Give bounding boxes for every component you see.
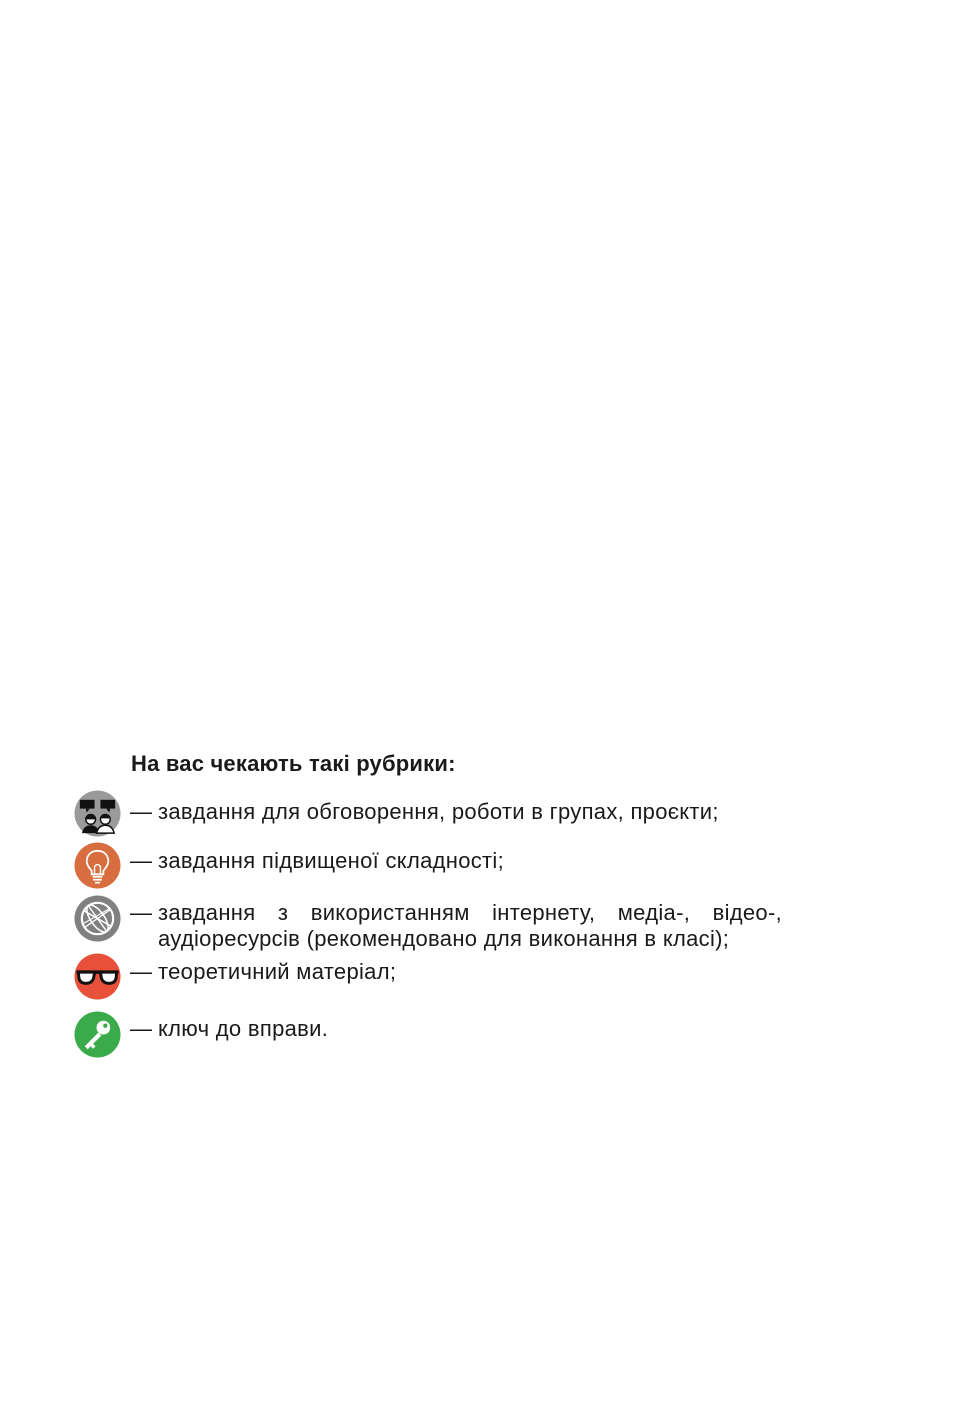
dash: — [130,1016,153,1041]
glasses-icon [74,953,121,1000]
lightbulb-icon [74,842,121,889]
rubric-label: ключ до вправи. [158,1016,329,1041]
globe-icon [74,895,121,942]
dash: — [130,900,153,925]
rubric-label: завдання для обговорення, роботи в групах, проєкти; [158,799,719,824]
rubric-label: завдання підвищеної складності; [158,848,505,873]
dash: — [130,959,153,984]
section-title: На вас чекають такі рубрики: [131,751,456,776]
key-icon [74,1011,121,1058]
group-discussion-icon [74,790,121,837]
rubric-label: завдання з використанням інтернету, медіа-, відео-, аудіоресурсів (рекомендовано для виконання в класі); [158,900,782,951]
dash: — [130,848,153,873]
rubric-label: теоретичний матеріал; [158,959,397,984]
dash: — [130,799,153,824]
